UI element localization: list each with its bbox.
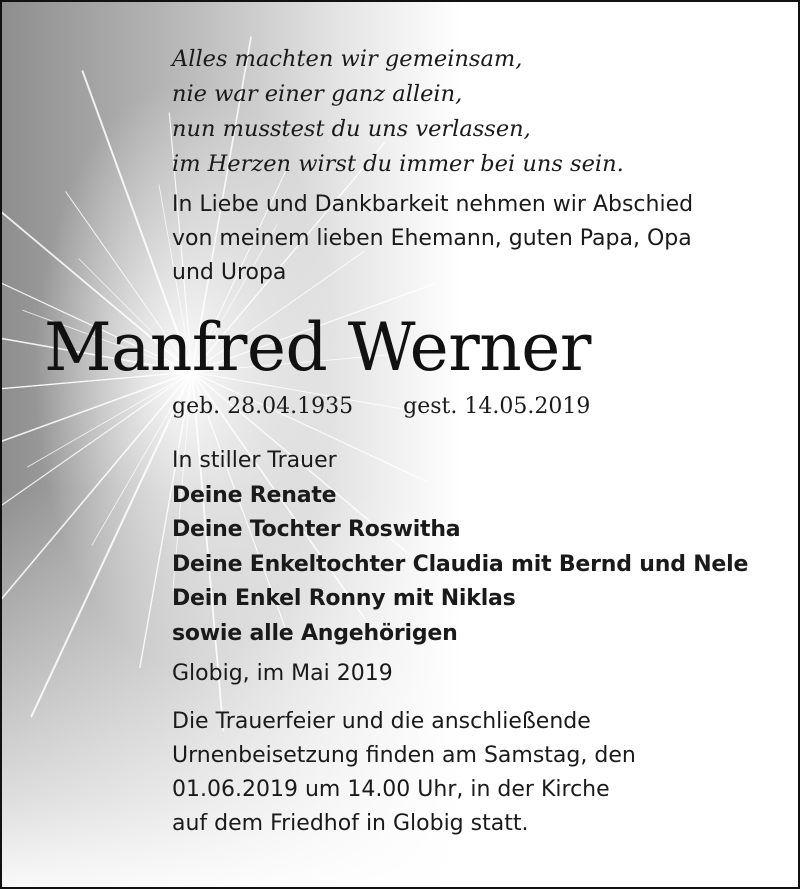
poem-line: im Herzen wirst du immer bei uns sein. — [172, 151, 624, 177]
mourner-name: Deine Tochter Roswitha — [172, 517, 461, 542]
farewell-intro — [172, 188, 693, 290]
mourners-heading: In stiller Trauer — [172, 448, 337, 473]
service-line: auf dem Friedhof in Globig statt. — [172, 811, 529, 836]
poem-line: Alles machten wir gemeinsam, — [172, 46, 523, 72]
intro-line: und Uropa — [172, 260, 287, 285]
life-dates — [172, 391, 590, 423]
mourner-name: sowie alle Angehörigen — [172, 620, 458, 646]
service-line: Die Trauerfeier und die anschließende — [172, 709, 591, 734]
place-date: Globig, im Mai 2019 — [172, 661, 393, 686]
intro-line: von meinem lieben Ehemann, guten Papa, Opa — [172, 226, 692, 251]
poem-line: nun musstest du uns verlassen, — [172, 116, 531, 142]
service-line: Urnenbeisetzung finden am Samstag, den — [172, 743, 636, 768]
poem-verse — [172, 42, 624, 182]
poem-line: nie war einer ganz allein, — [172, 81, 463, 107]
intro-line: In Liebe und Dankbarkeit nehmen wir Abschied — [172, 192, 694, 217]
service-line: 01.06.2019 um 14.00 Uhr, in der Kirche — [172, 777, 610, 802]
death-date: gest. 14.05.2019 — [403, 394, 591, 419]
mourners-list — [172, 444, 748, 651]
funeral-service-info — [172, 705, 636, 841]
birth-date: geb. 28.04.1935 — [172, 394, 354, 419]
mourner-name: Dein Enkel Ronny mit Niklas — [172, 586, 516, 611]
mourner-name: Deine Renate — [172, 482, 337, 508]
deceased-name: Manfred Werner — [44, 309, 591, 386]
mourner-name: Deine Enkeltochter Claudia mit Bernd und Nele — [172, 551, 749, 577]
